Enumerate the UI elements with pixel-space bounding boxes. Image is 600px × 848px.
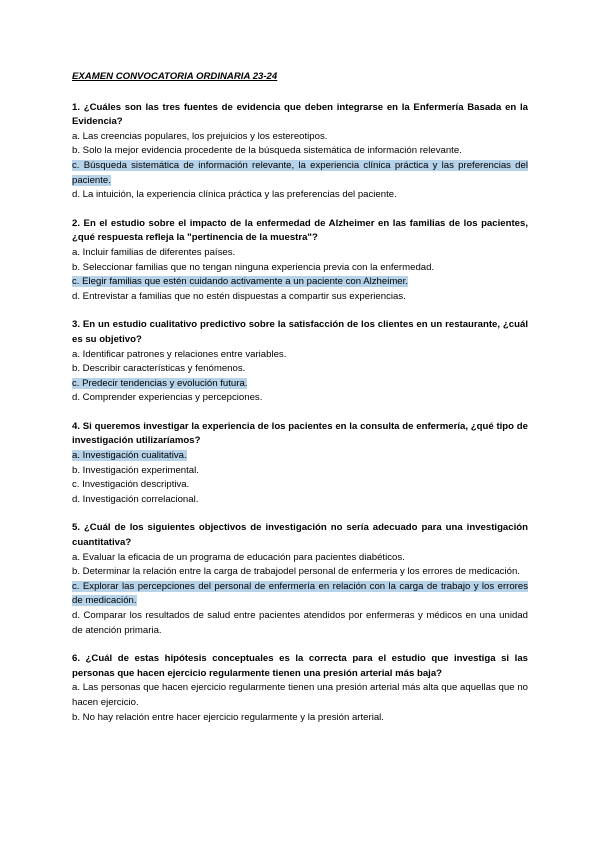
option-a-highlighted: a. Investigación cualitativa. <box>72 450 187 462</box>
question-text: 2. En el estudio sobre el impacto de la enfermedad de Alzheimer en las familias de los pacientes, ¿qué respuesta refleja la "pertinencia de la muestra"? <box>72 217 528 244</box>
option-b: b. Investigación experimental. <box>72 464 199 476</box>
option-d: d. La intuición, la experiencia clínica práctica y las preferencias del paciente. <box>72 189 397 201</box>
question-text: 4. Si queremos investigar la experiencia de los pacientes en la consulta de enfermería, ¿qué tipo de investigación utilizaríamos? <box>72 420 528 447</box>
option-b: b. Seleccionar familias que no tengan ninguna experiencia previa con la enfermedad. <box>72 261 435 273</box>
option-b: b. No hay relación entre hacer ejercicio regularmente y la presión arterial. <box>72 711 384 723</box>
option-c-highlighted: c. Explorar las percepciones del personal de enfermería en relación con la carga de trabajo y los errores de medicación. <box>72 580 528 607</box>
question-text: 1. ¿Cuáles son las tres fuentes de evidencia que deben integrarse en la Enfermería Basada en la Evidencia? <box>72 101 528 128</box>
exam-page <box>72 70 528 739</box>
option-b: b. Determinar la relación entre la carga de trabajodel personal de enfermeria y los errores de medicación. <box>72 566 520 578</box>
option-a: a. Evaluar la eficacia de un programa de educación para pacientes diabéticos. <box>72 551 405 563</box>
question-1 <box>72 101 528 203</box>
option-d: d. Comparar los resultados de salud entre pacientes atendidos por enfermeras y médicos en una unidad de atención primaria. <box>72 610 528 636</box>
option-c-highlighted: c. Elegir familias que estén cuidando activamente a un paciente con Alzheimer. <box>72 276 408 288</box>
question-5 <box>72 521 528 638</box>
option-c-highlighted: c. Búsqueda sistemática de información relevante, la experiencia clínica práctica y las preferencias del paciente. <box>72 159 528 186</box>
question-text: 6. ¿Cuál de estas hipótesis conceptuales es la correcta para el estudio que investiga si las personas que hacen ejercicio regularmente tienen una presión arterial más baja? <box>72 653 528 679</box>
exam-title: EXAMEN CONVOCATORIA ORDINARIA 23-24 <box>72 71 278 82</box>
question-6 <box>72 652 528 725</box>
option-a: a. Identificar patrones y relaciones entre variables. <box>72 348 287 360</box>
option-b: b. Describir características y fenómenos. <box>72 363 246 375</box>
option-b: b. Solo la mejor evidencia procedente de la búsqueda sistemática de información relevante. <box>72 145 462 157</box>
question-4 <box>72 420 528 508</box>
option-c: c. Investigación descriptiva. <box>72 479 190 491</box>
option-a: a. Las creencias populares, los prejuicios y los estereotipos. <box>72 130 328 142</box>
option-d: d. Comprender experiencias y percepciones. <box>72 392 263 404</box>
question-text: 5. ¿Cuál de los siguientes objectivos de investigación no sería adecuado para una investigación cuantitativa? <box>72 522 528 549</box>
question-3 <box>72 318 528 406</box>
option-a: a. Las personas que hacen ejercicio regularmente tienen una presión arterial más alta que aquellas que no hacen ejercicio. <box>72 682 528 708</box>
question-2 <box>72 217 528 305</box>
question-text: 3. En un estudio cualitativo predictivo sobre la satisfacción de los clientes en un restaurante, ¿cuál es su objetivo? <box>72 319 528 345</box>
option-c-highlighted: c. Predecir tendencias y evolución futura. <box>72 377 248 389</box>
option-d: d. Entrevistar a familias que no estén dispuestas a compartir sus experiencias. <box>72 290 406 302</box>
option-d: d. Investigación correlacional. <box>72 493 199 505</box>
option-a: a. Incluir familias de diferentes países. <box>72 246 236 258</box>
